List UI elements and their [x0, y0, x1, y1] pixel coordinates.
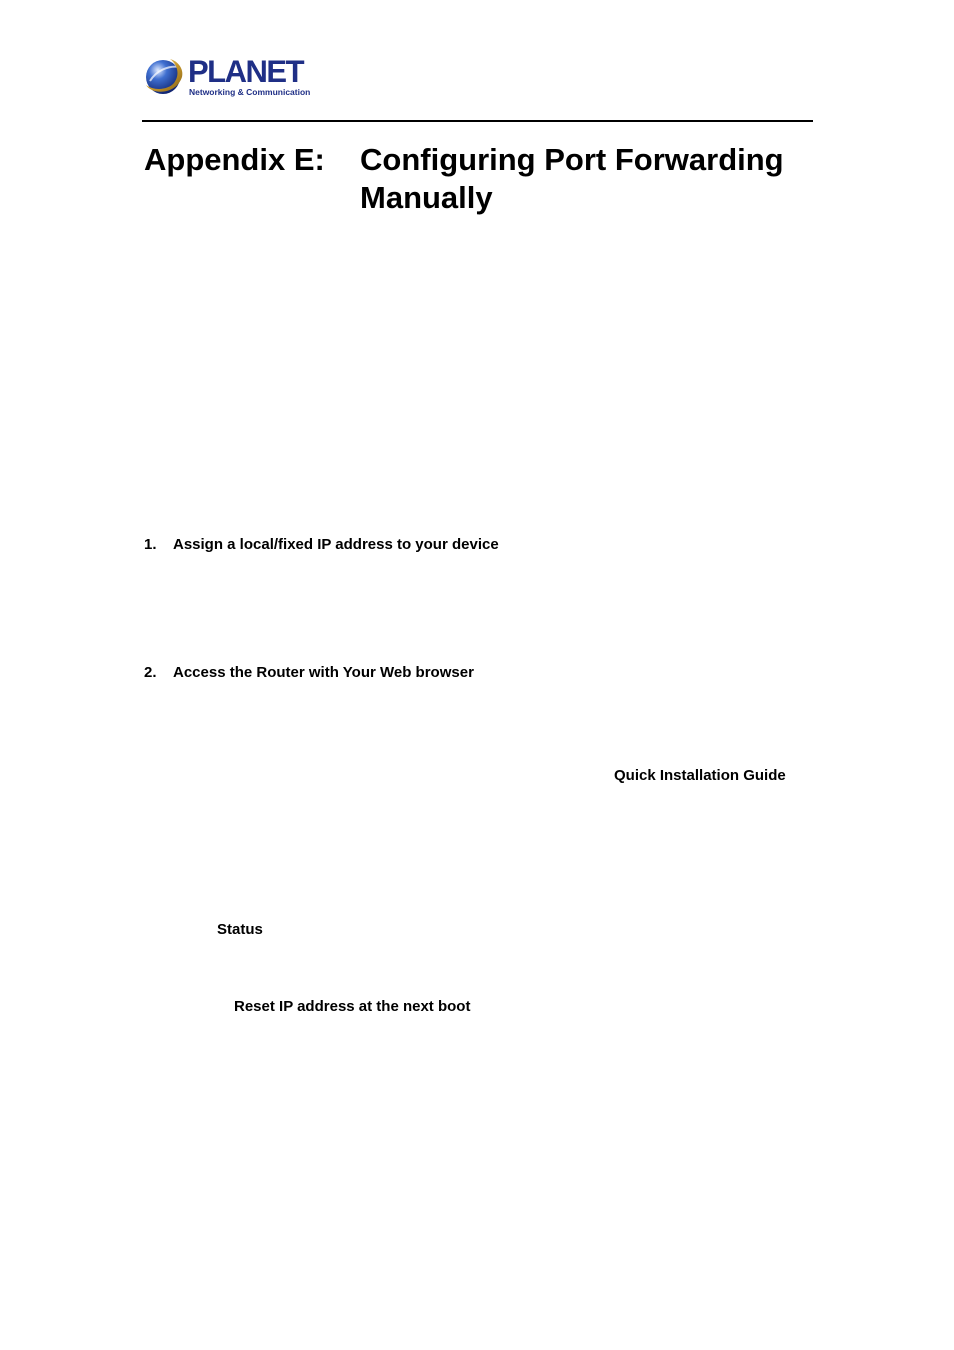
- logo-wordmark: PLANET: [188, 53, 303, 90]
- page-title-line-2: Manually: [360, 180, 493, 215]
- step-2-heading: Access the Router with Your Web browser: [173, 664, 474, 681]
- page-title: [360, 141, 784, 217]
- step-2: [144, 664, 474, 682]
- step-2-number: 2.: [144, 664, 157, 681]
- step-1-heading: Assign a local/fixed IP address to your device: [173, 536, 499, 553]
- page-title-line-1: Configuring Port Forwarding: [360, 142, 784, 177]
- appendix-label: Appendix E:: [144, 142, 325, 177]
- quick-installation-guide-label: Quick Installation Guide: [614, 767, 786, 784]
- logo-tagline: Networking & Communication: [189, 87, 311, 97]
- reset-ip-label: Reset IP address at the next boot: [234, 998, 471, 1015]
- status-label: Status: [217, 921, 263, 938]
- step-1: [144, 536, 499, 554]
- header-divider: [142, 120, 813, 122]
- planet-logo: [142, 53, 311, 100]
- globe-icon: [142, 55, 186, 99]
- step-1-number: 1.: [144, 536, 157, 553]
